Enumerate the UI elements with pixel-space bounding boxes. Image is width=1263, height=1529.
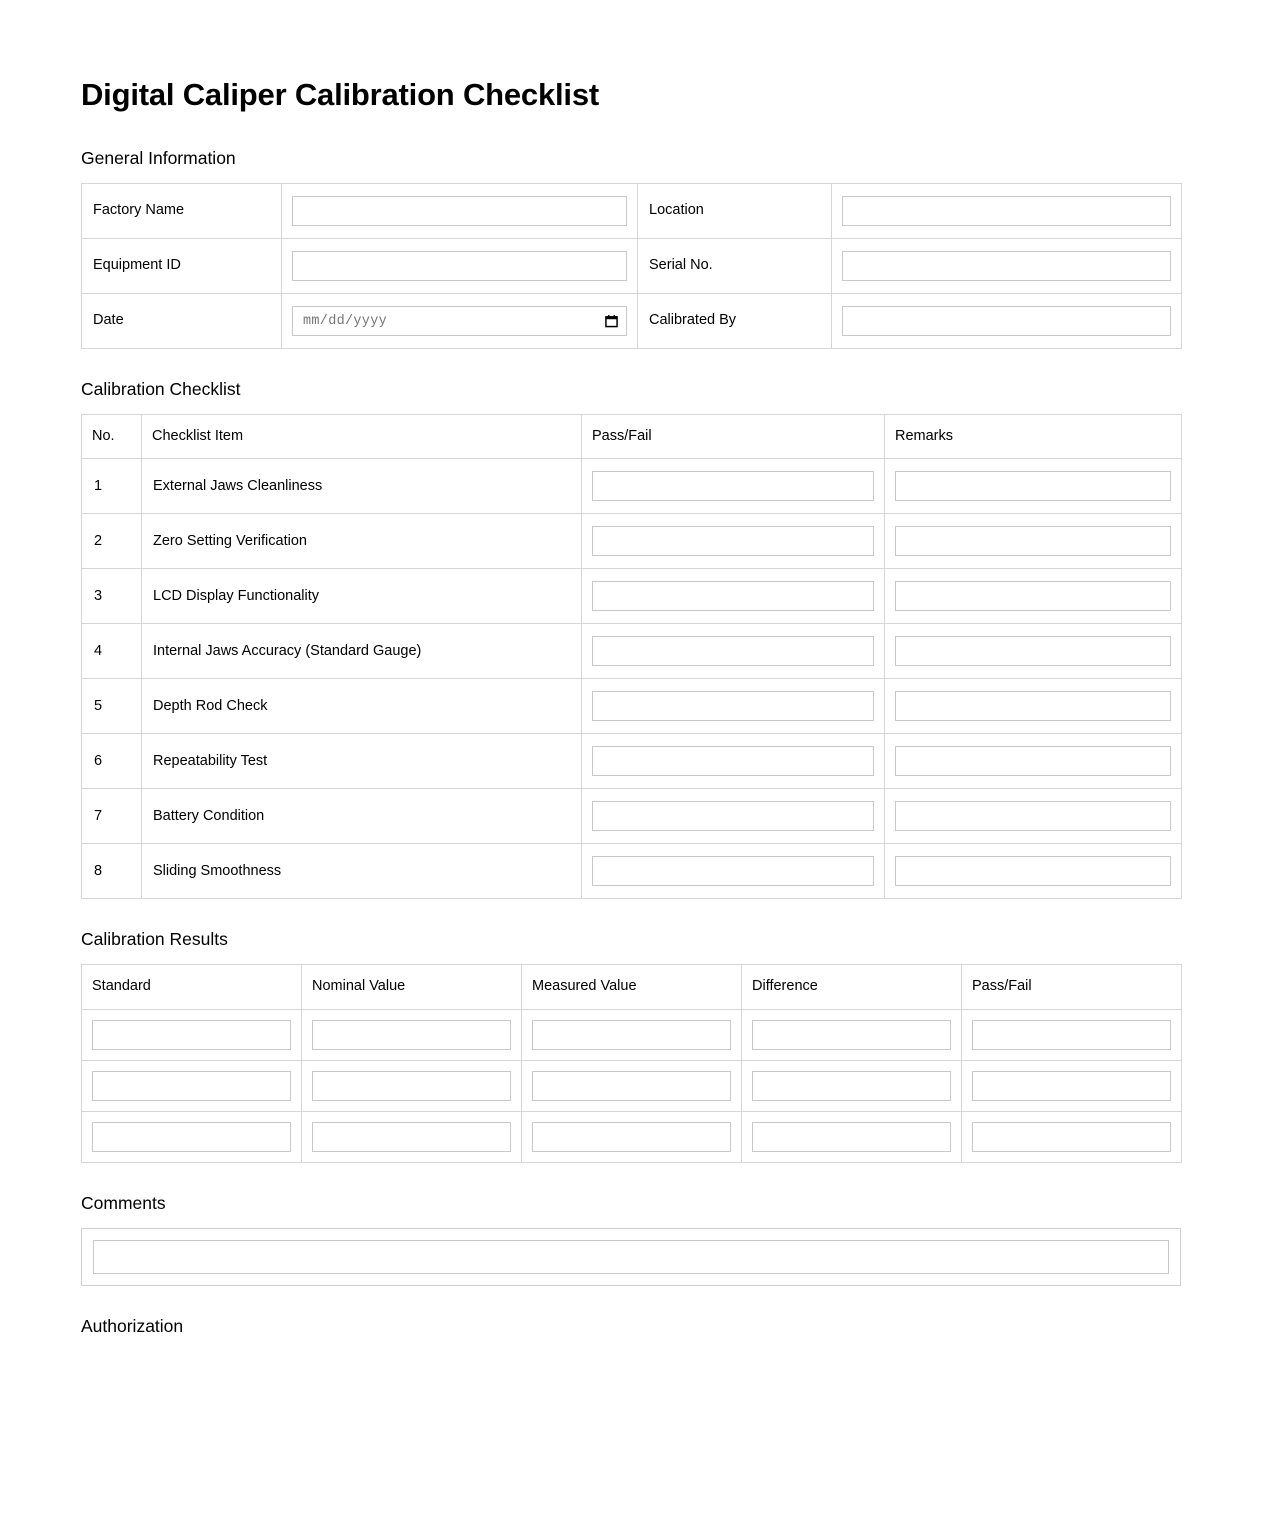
remarks-input[interactable] bbox=[895, 636, 1171, 666]
measured-value-input[interactable] bbox=[532, 1071, 731, 1101]
row-number: 8 bbox=[82, 844, 142, 899]
comments-section bbox=[81, 1193, 1183, 1286]
calibrated-by-input[interactable] bbox=[842, 306, 1171, 336]
table-row bbox=[82, 1009, 1182, 1060]
pass-fail-input[interactable] bbox=[592, 856, 874, 886]
table-row bbox=[82, 239, 1182, 294]
row-number: 5 bbox=[82, 679, 142, 734]
pass-fail-input[interactable] bbox=[972, 1071, 1171, 1101]
remarks-input[interactable] bbox=[895, 856, 1171, 886]
table-row bbox=[82, 789, 1182, 844]
pass-fail-cell bbox=[582, 569, 885, 624]
table-header-row bbox=[82, 965, 1182, 1009]
column-header-nominal-value: Nominal Value bbox=[302, 965, 522, 1009]
nominal-value-cell bbox=[302, 1111, 522, 1162]
table-header-row bbox=[82, 415, 1182, 459]
equipment-id-input[interactable] bbox=[292, 251, 627, 281]
measured-value-cell bbox=[522, 1111, 742, 1162]
column-header-no: No. bbox=[82, 415, 142, 459]
page-title: Digital Caliper Calibration Checklist bbox=[81, 77, 599, 112]
pass-fail-input[interactable] bbox=[592, 471, 874, 501]
table-row bbox=[82, 679, 1182, 734]
serial-no-input[interactable] bbox=[842, 251, 1171, 281]
remarks-cell bbox=[885, 844, 1182, 899]
pass-fail-input[interactable] bbox=[592, 801, 874, 831]
table-row bbox=[82, 844, 1182, 899]
standard-input[interactable] bbox=[92, 1071, 291, 1101]
pass-fail-cell bbox=[582, 679, 885, 734]
difference-cell bbox=[742, 1111, 962, 1162]
standard-cell bbox=[82, 1111, 302, 1162]
date-input[interactable] bbox=[292, 306, 627, 336]
comments-input[interactable] bbox=[93, 1240, 1169, 1274]
calibration-checklist-heading: Calibration Checklist bbox=[81, 379, 241, 400]
pass-fail-cell bbox=[582, 624, 885, 679]
row-number: 2 bbox=[82, 514, 142, 569]
pass-fail-input[interactable] bbox=[972, 1122, 1171, 1152]
measured-value-input[interactable] bbox=[532, 1020, 731, 1050]
checklist-item-label: Depth Rod Check bbox=[142, 679, 582, 734]
row-number: 1 bbox=[82, 459, 142, 514]
remarks-cell bbox=[885, 624, 1182, 679]
calibration-results-body bbox=[82, 1009, 1182, 1162]
column-header-difference: Difference bbox=[742, 965, 962, 1009]
comments-box bbox=[81, 1228, 1181, 1286]
difference-input[interactable] bbox=[752, 1071, 951, 1101]
difference-cell bbox=[742, 1009, 962, 1060]
calibration-results-heading: Calibration Results bbox=[81, 929, 228, 950]
equipment-id-cell bbox=[282, 239, 638, 294]
measured-value-cell bbox=[522, 1009, 742, 1060]
standard-input[interactable] bbox=[92, 1020, 291, 1050]
pass-fail-input[interactable] bbox=[592, 581, 874, 611]
serial-no-label: Serial No. bbox=[638, 239, 832, 294]
checklist-item-label: Internal Jaws Accuracy (Standard Gauge) bbox=[142, 624, 582, 679]
checklist-item-label: External Jaws Cleanliness bbox=[142, 459, 582, 514]
checklist-item-label: Battery Condition bbox=[142, 789, 582, 844]
calibration-results-table bbox=[81, 964, 1182, 1162]
table-row bbox=[82, 184, 1182, 239]
pass-fail-input[interactable] bbox=[592, 746, 874, 776]
table-row bbox=[82, 1111, 1182, 1162]
date-cell bbox=[282, 294, 638, 349]
column-header-pass-fail: Pass/Fail bbox=[962, 965, 1182, 1009]
factory-name-input[interactable] bbox=[292, 196, 627, 226]
standard-cell bbox=[82, 1009, 302, 1060]
calibration-checklist-body bbox=[82, 459, 1182, 899]
table-row bbox=[82, 624, 1182, 679]
column-header-measured-value: Measured Value bbox=[522, 965, 742, 1009]
comments-heading: Comments bbox=[81, 1192, 166, 1213]
remarks-cell bbox=[885, 459, 1182, 514]
row-number: 7 bbox=[82, 789, 142, 844]
location-label: Location bbox=[638, 184, 832, 239]
general-information-table bbox=[81, 183, 1182, 349]
difference-cell bbox=[742, 1060, 962, 1111]
column-header-remarks: Remarks bbox=[885, 415, 1182, 459]
table-row bbox=[82, 734, 1182, 789]
pass-fail-input[interactable] bbox=[972, 1020, 1171, 1050]
remarks-cell bbox=[885, 734, 1182, 789]
pass-fail-cell bbox=[582, 789, 885, 844]
remarks-input[interactable] bbox=[895, 746, 1171, 776]
nominal-value-input[interactable] bbox=[312, 1071, 511, 1101]
factory-name-cell bbox=[282, 184, 638, 239]
remarks-cell bbox=[885, 514, 1182, 569]
calibration-results-section bbox=[81, 929, 1183, 1162]
pass-fail-cell bbox=[582, 844, 885, 899]
general-information-section bbox=[81, 148, 1183, 349]
nominal-value-cell bbox=[302, 1060, 522, 1111]
remarks-input[interactable] bbox=[895, 801, 1171, 831]
date-label: Date bbox=[82, 294, 282, 349]
serial-no-cell bbox=[832, 239, 1182, 294]
checklist-item-label: Sliding Smoothness bbox=[142, 844, 582, 899]
calibrated-by-cell bbox=[832, 294, 1182, 349]
standard-cell bbox=[82, 1060, 302, 1111]
pass-fail-cell bbox=[962, 1060, 1182, 1111]
pass-fail-cell bbox=[582, 514, 885, 569]
date-input-wrapper bbox=[292, 306, 627, 336]
location-cell bbox=[832, 184, 1182, 239]
equipment-id-label: Equipment ID bbox=[82, 239, 282, 294]
difference-input[interactable] bbox=[752, 1020, 951, 1050]
table-row bbox=[82, 459, 1182, 514]
table-row bbox=[82, 514, 1182, 569]
table-row bbox=[82, 294, 1182, 349]
general-information-heading: General Information bbox=[81, 148, 236, 169]
row-number: 6 bbox=[82, 734, 142, 789]
table-row bbox=[82, 1060, 1182, 1111]
pass-fail-input[interactable] bbox=[592, 691, 874, 721]
difference-input[interactable] bbox=[752, 1122, 951, 1152]
pass-fail-cell bbox=[962, 1009, 1182, 1060]
measured-value-input[interactable] bbox=[532, 1122, 731, 1152]
pass-fail-cell bbox=[582, 459, 885, 514]
column-header-standard: Standard bbox=[82, 965, 302, 1009]
nominal-value-input[interactable] bbox=[312, 1122, 511, 1152]
pass-fail-input[interactable] bbox=[592, 636, 874, 666]
pass-fail-input[interactable] bbox=[592, 526, 874, 556]
remarks-input[interactable] bbox=[895, 691, 1171, 721]
nominal-value-input[interactable] bbox=[312, 1020, 511, 1050]
pass-fail-cell bbox=[962, 1111, 1182, 1162]
checklist-item-label: Repeatability Test bbox=[142, 734, 582, 789]
checklist-item-label: Zero Setting Verification bbox=[142, 514, 582, 569]
column-header-pass-fail: Pass/Fail bbox=[582, 415, 885, 459]
nominal-value-cell bbox=[302, 1009, 522, 1060]
location-input[interactable] bbox=[842, 196, 1171, 226]
authorization-heading: Authorization bbox=[81, 1315, 184, 1336]
remarks-input[interactable] bbox=[895, 471, 1171, 501]
standard-input[interactable] bbox=[92, 1122, 291, 1152]
pass-fail-cell bbox=[582, 734, 885, 789]
column-header-checklist-item: Checklist Item bbox=[142, 415, 582, 459]
remarks-input[interactable] bbox=[895, 581, 1171, 611]
checklist-item-label: LCD Display Functionality bbox=[142, 569, 582, 624]
remarks-cell bbox=[885, 679, 1182, 734]
remarks-cell bbox=[885, 789, 1182, 844]
factory-name-label: Factory Name bbox=[82, 184, 282, 239]
calibration-checklist-section bbox=[81, 379, 1183, 899]
calibration-checklist-table bbox=[81, 414, 1182, 899]
row-number: 3 bbox=[82, 569, 142, 624]
table-row bbox=[82, 569, 1182, 624]
measured-value-cell bbox=[522, 1060, 742, 1111]
row-number: 4 bbox=[82, 624, 142, 679]
calibrated-by-label: Calibrated By bbox=[638, 294, 832, 349]
remarks-input[interactable] bbox=[895, 526, 1171, 556]
remarks-cell bbox=[885, 569, 1182, 624]
